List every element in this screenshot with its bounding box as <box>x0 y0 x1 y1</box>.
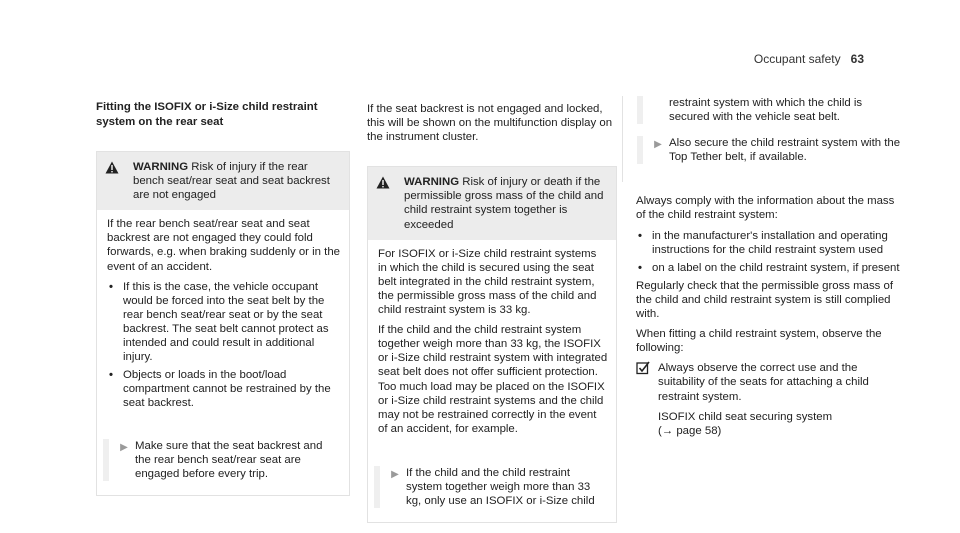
warning-body <box>368 240 616 450</box>
action-text: Also secure the child restraint system with the Top Tether belt, if available. <box>669 137 901 164</box>
bullet-icon: • <box>109 369 113 382</box>
section-title: Occupant safety <box>753 52 841 66</box>
warning-label: WARNING <box>404 176 460 189</box>
bullet-text: If this is the case, the vehicle occupant would be forced into the seat belt by the rear bench seat/rear seat or by the seat backrest. The seat belt cannot protect as intended and could result in additional injury. <box>123 280 329 364</box>
page-reference-link[interactable]: (→ page 58) <box>658 424 722 437</box>
bullet-text: Objects or loads in the boot/load compartment cannot be restrained by the seat backrest. <box>123 369 331 410</box>
warning-heading-text <box>133 160 341 202</box>
play-arrow-icon: ▶ <box>391 468 399 480</box>
warning-continuation <box>622 96 904 182</box>
cross-reference: ISOFIX child seat securing system <box>658 410 833 423</box>
warning-paragraph: If the child and the child restraint system together weigh more than 33 kg, the ISOFIX or i-Size child restraint system with integrated seat belt does not offer sufficient protection. Too much load may be placed on the ISOFIX or i-Size child restraint systems and the child may not be restrained correctly in the event of an accident, for example. <box>378 324 608 435</box>
warning-body <box>97 210 349 422</box>
warning-triangle-icon <box>376 175 404 231</box>
warning-box <box>367 166 617 523</box>
action-step <box>103 433 341 487</box>
list-item <box>636 261 904 275</box>
bullet-icon: • <box>109 280 113 293</box>
warning-head-text: Risk of injury if the rear bench seat/rear seat and seat backrest are not engaged <box>133 161 330 202</box>
action-text: If the child and the child restraint system together weigh more than 33 kg, only use an ISOFIX or i-Size child <box>406 466 595 508</box>
section-heading: Fitting the ISOFIX or i-Size child restraint system on the rear seat <box>96 101 318 128</box>
column-2 <box>367 102 617 523</box>
warning-triangle-icon <box>105 160 133 202</box>
paragraph: When fitting a child restraint system, observe the following: <box>636 328 882 355</box>
page-header <box>754 52 864 66</box>
list-item <box>636 229 904 257</box>
action-text: Make sure that the seat backrest and the rear bench seat/rear seat are engaged before every trip. <box>135 439 323 480</box>
warning-paragraph: If the rear bench seat/rear seat and seat backrest are not engaged they could fold forwards, e.g. when braking suddenly or in the event of an accident. <box>107 218 341 273</box>
action-bar <box>637 136 643 164</box>
action-bar <box>103 439 109 481</box>
action-step <box>374 460 608 514</box>
warning-paragraph: For ISOFIX or i-Size child restraint systems in which the child is secured using the seat belt integrated in the child restraint system, the permissible gross mass of the child and child restraint system is 33 kg. <box>378 247 597 317</box>
play-arrow-icon: ▶ <box>654 139 662 151</box>
warning-header <box>368 167 616 239</box>
column-1 <box>96 100 350 496</box>
paragraph: Always comply with the information about the mass of the child restraint system: <box>636 195 895 222</box>
checklist-text: Always observe the correct use and the suitability of the seats for attaching a child restraint system. <box>658 362 869 403</box>
continued-text: restraint system with which the child is secured with the vehicle seat belt. <box>669 97 863 124</box>
paragraph: Regularly check that the permissible gross mass of the child and child restraint system is still complied with. <box>636 279 894 321</box>
list-item <box>107 368 341 410</box>
continued-text-block <box>637 96 904 124</box>
warning-header <box>97 152 349 210</box>
bullet-text: on a label on the child restraint system, if present <box>652 261 900 274</box>
warning-action <box>97 423 349 495</box>
page-number: 63 <box>850 52 864 66</box>
bullet-text: in the manufacturer's installation and operating instructions for the child restraint system used <box>652 229 888 256</box>
action-bar <box>637 96 643 124</box>
action-step <box>637 124 904 170</box>
play-arrow-icon: ▶ <box>120 441 128 453</box>
warning-action <box>368 450 616 522</box>
warning-label: WARNING <box>133 161 189 173</box>
action-bar <box>374 466 380 508</box>
intro-paragraph: If the seat backrest is not engaged and locked, this will be shown on the multifunction display on the instrument cluster. <box>367 103 613 144</box>
checkbox-icon <box>636 361 658 437</box>
bullet-icon: • <box>638 261 642 274</box>
list-item <box>107 280 341 365</box>
checklist-content <box>658 361 904 437</box>
column-3 <box>636 96 904 438</box>
bullet-icon: • <box>638 229 642 242</box>
warning-head-text: Risk of injury or death if the permissible gross mass of the child and child restraint system together is exceeded <box>404 176 604 231</box>
checklist-item <box>636 361 904 437</box>
warning-heading-text <box>404 175 608 231</box>
warning-box <box>96 151 350 496</box>
